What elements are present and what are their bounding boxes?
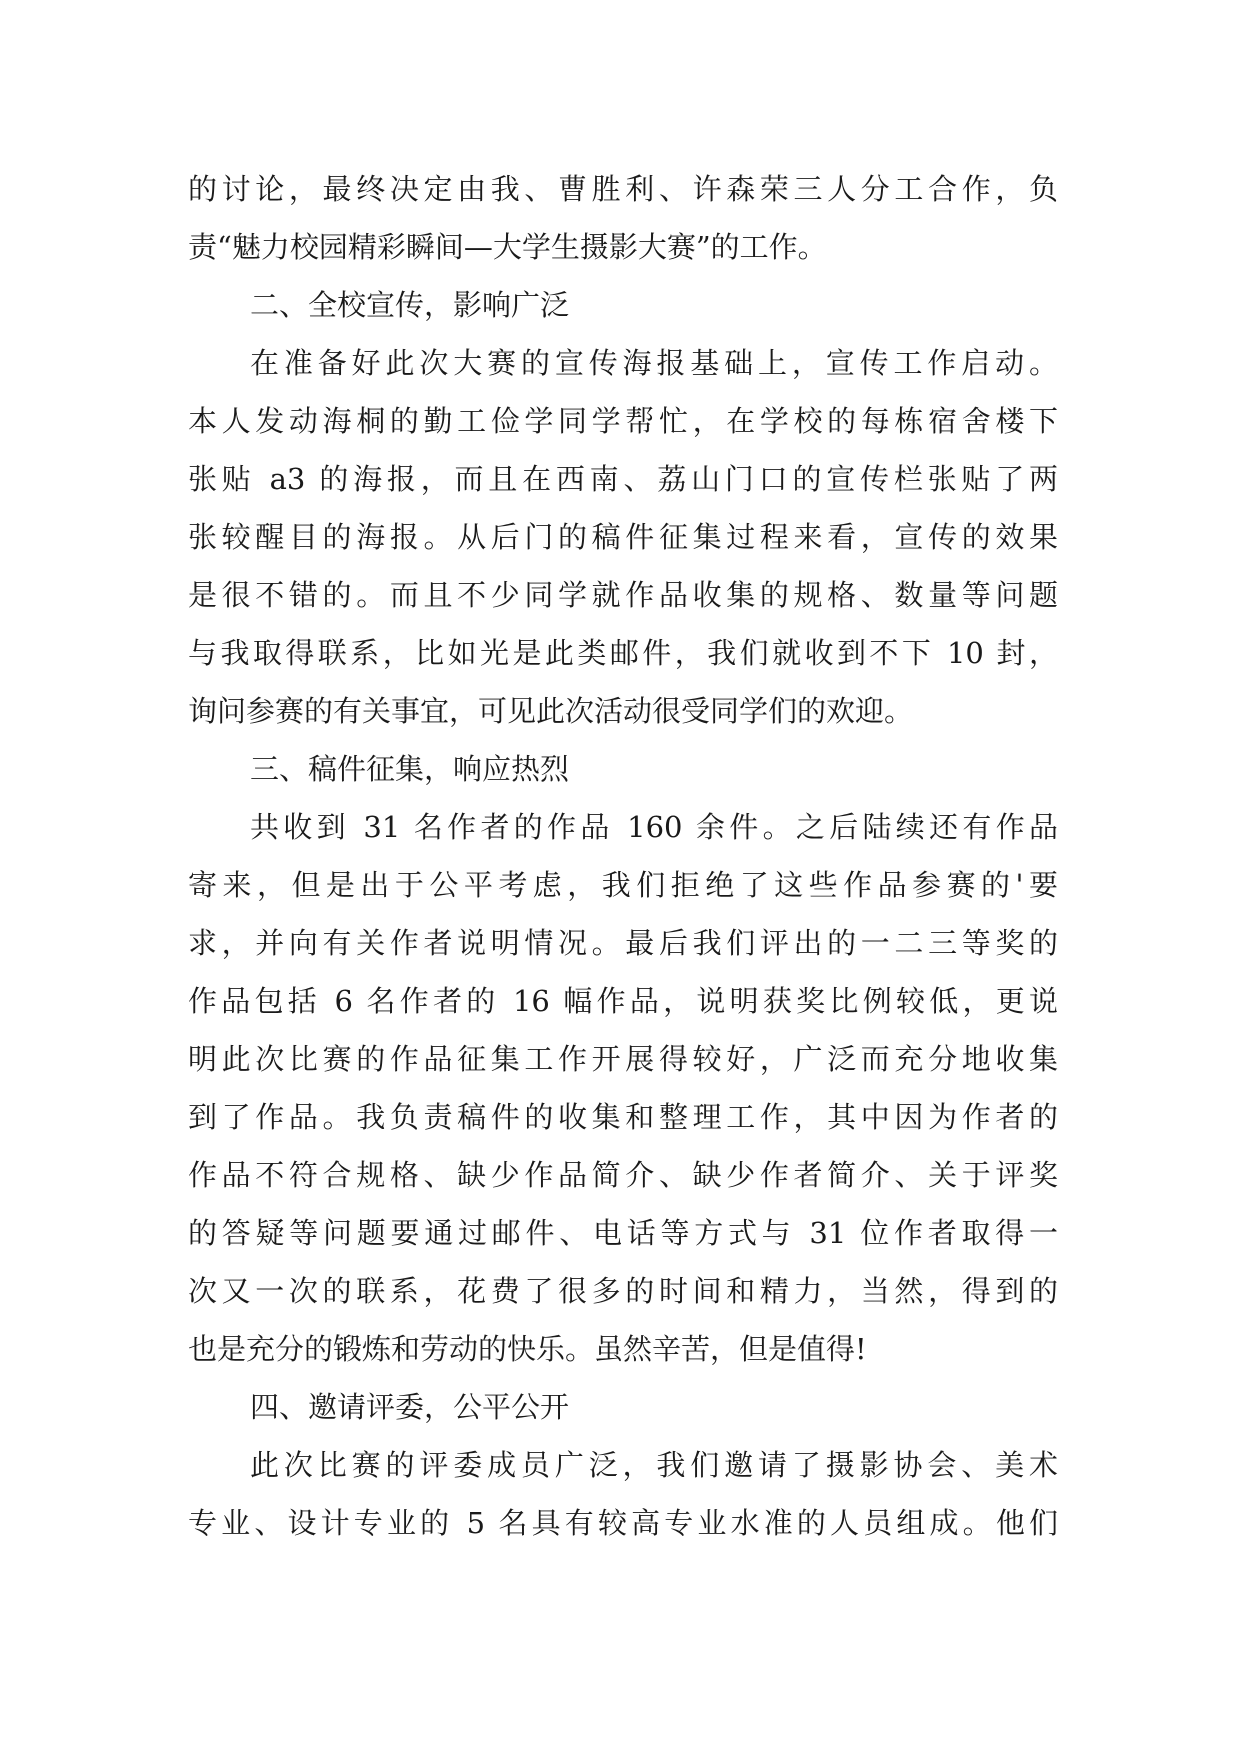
text-line: 询问参赛的有关事宜，可见此次活动很受同学们的欢迎。: [188, 694, 914, 728]
text-line: 专业、设计专业的 5 名具有较高专业水准的人员组成。他们: [188, 1506, 1058, 1540]
text-line: 在准备好此次大赛的宣传海报基础上，宣传工作启动。: [250, 346, 1058, 380]
text-line: 的答疑等问题要通过邮件、电话等方式与 31 位作者取得一: [188, 1216, 1058, 1250]
text-line: 作品不符合规格、缺少作品简介、缺少作者简介、关于评奖: [188, 1158, 1058, 1192]
text-line: 作品包括 6 名作者的 16 幅作品，说明获奖比例较低，更说: [188, 984, 1058, 1018]
section-heading: 四、邀请评委，公平公开: [250, 1390, 570, 1424]
section-heading: 二、全校宣传，影响广泛: [250, 288, 570, 322]
text-line: 次又一次的联系，花费了很多的时间和精力，当然，得到的: [188, 1274, 1058, 1308]
text-line: 张较醒目的海报。从后门的稿件征集过程来看，宣传的效果: [188, 520, 1058, 554]
text-line: 也是充分的锻炼和劳动的快乐。虽然辛苦，但是值得!: [188, 1332, 867, 1366]
text-line: 的讨论，最终决定由我、曹胜利、许森荣三人分工合作，负: [188, 172, 1058, 206]
text-line: 到了作品。我负责稿件的收集和整理工作，其中因为作者的: [188, 1100, 1058, 1134]
text-line: 求，并向有关作者说明情况。最后我们评出的一二三等奖的: [188, 926, 1058, 960]
text-line: 与我取得联系，比如光是此类邮件，我们就收到不下 10 封，: [188, 636, 1058, 670]
text-line: 责“魅力校园精彩瞬间—大学生摄影大赛”的工作。: [188, 230, 827, 264]
text-line: 明此次比赛的作品征集工作开展得较好，广泛而充分地收集: [188, 1042, 1058, 1076]
document-body: [188, 160, 1058, 1552]
text-line: 此次比赛的评委成员广泛，我们邀请了摄影协会、美术: [250, 1448, 1058, 1482]
section-heading: 三、稿件征集，响应热烈: [250, 752, 570, 786]
text-line: 共收到 31 名作者的作品 160 余件。之后陆续还有作品: [250, 810, 1058, 844]
text-line: 寄来，但是出于公平考虑，我们拒绝了这些作品参赛的'要: [188, 868, 1058, 902]
text-line: 本人发动海桐的勤工俭学同学帮忙，在学校的每栋宿舍楼下: [188, 404, 1058, 438]
text-line: 是很不错的。而且不少同学就作品收集的规格、数量等问题: [188, 578, 1058, 612]
text-line: 张贴 a3 的海报，而且在西南、荔山门口的宣传栏张贴了两: [188, 462, 1058, 496]
